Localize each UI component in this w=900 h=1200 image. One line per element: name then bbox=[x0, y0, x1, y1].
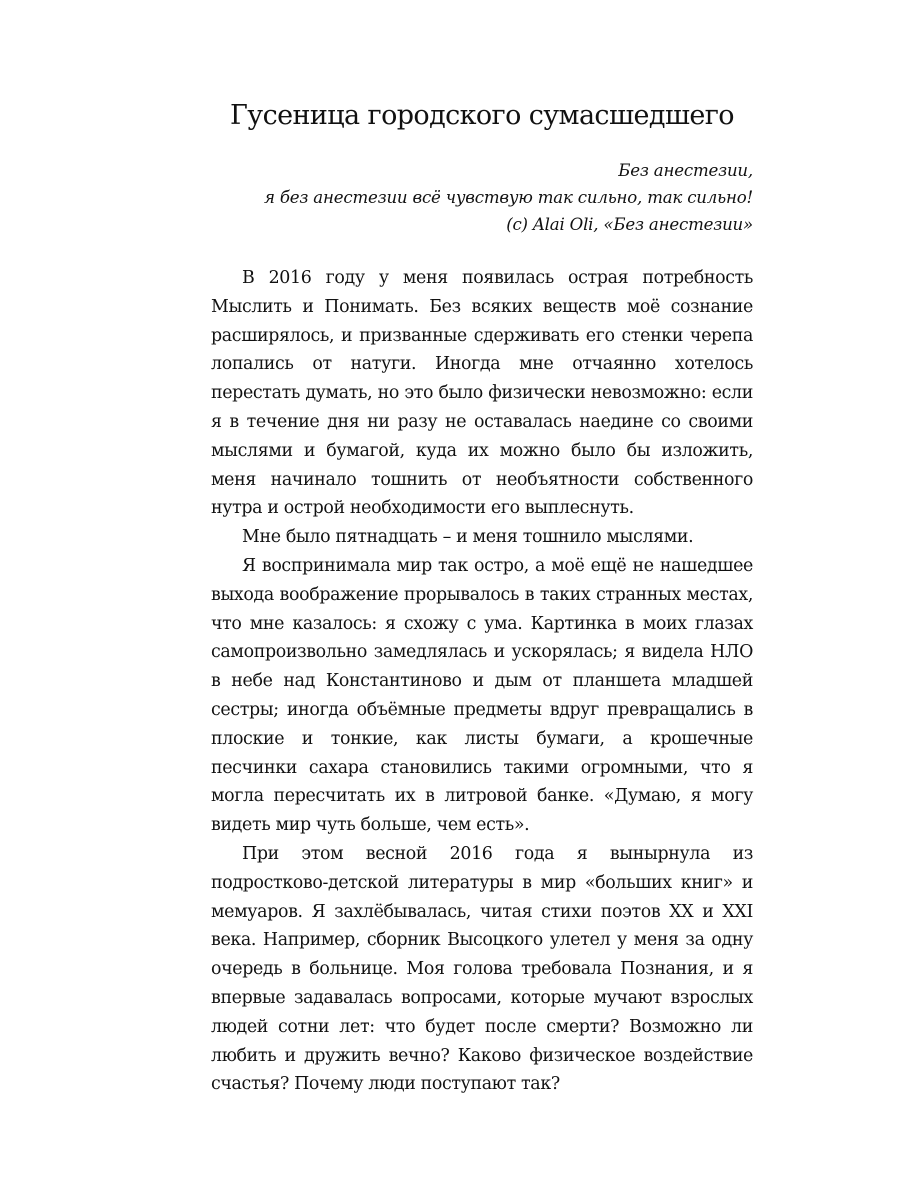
paragraph: В 2016 году у меня появилась острая потребность Мыслить и Понимать. Без всяких веществ моё сознание расширялось, и призванные сдерживать его стенки черепа лопались от натуги. Иногда мне отчаянно хотелось перестать думать, но это было физически невозможно: если я в течение дня ни разу не оставалась наедине со своими мыслями и бумагой, куда их можно было бы изложить, меня начинало тошнить от необъятности собственного нутра и острой необходимости его выплеснуть. bbox=[211, 268, 753, 519]
chapter-body bbox=[211, 264, 753, 1099]
epigraph-attribution: (с) Alai Oli, «Без анестезии» bbox=[506, 215, 753, 234]
chapter-title: Гусеница городского сумасшедшего bbox=[230, 100, 734, 131]
epigraph bbox=[211, 157, 753, 238]
epigraph-line: Без анестезии, bbox=[618, 161, 753, 180]
book-page bbox=[211, 100, 753, 1099]
paragraph: Мне было пятнадцать – и меня тошнило мыслями. bbox=[242, 527, 694, 548]
paragraph: Я воспринимала мир так остро, а моё ещё не нашедшее выхода воображение прорывалось в таких странных местах, что мне казалось: я схожу с ума. Картинка в моих глазах самопроизвольно замедлялась и ускорялась; я видела НЛО в небе над Константиново и дым от планшета младшей сестры; иногда объёмные предметы вдруг превращались в плоские и тонкие, как листы бумаги, а крошечные песчинки сахара становились такими огромными, что я могла пересчитать их в литровой банке. «Думаю, я могу видеть мир чуть больше, чем есть». bbox=[211, 555, 753, 836]
paragraph: При этом весной 2016 года я вынырнула из подростково-детской литературы в мир «больших книг» и мемуаров. Я захлёбывалась, читая стихи поэтов XX и XXI века. Например, сборник Высоцкого улетел у меня за одну очередь в больнице. Моя голова требовала Познания, и я впервые задавалась вопросами, которые мучают взрослых людей сотни лет: что будет после смерти? Возможно ли любить и дружить вечно? Каково физическое воздействие счастья? Почему люди поступают так? bbox=[211, 843, 753, 1095]
epigraph-line: я без анестезии всё чувствую так сильно, так сильно! bbox=[263, 188, 753, 207]
